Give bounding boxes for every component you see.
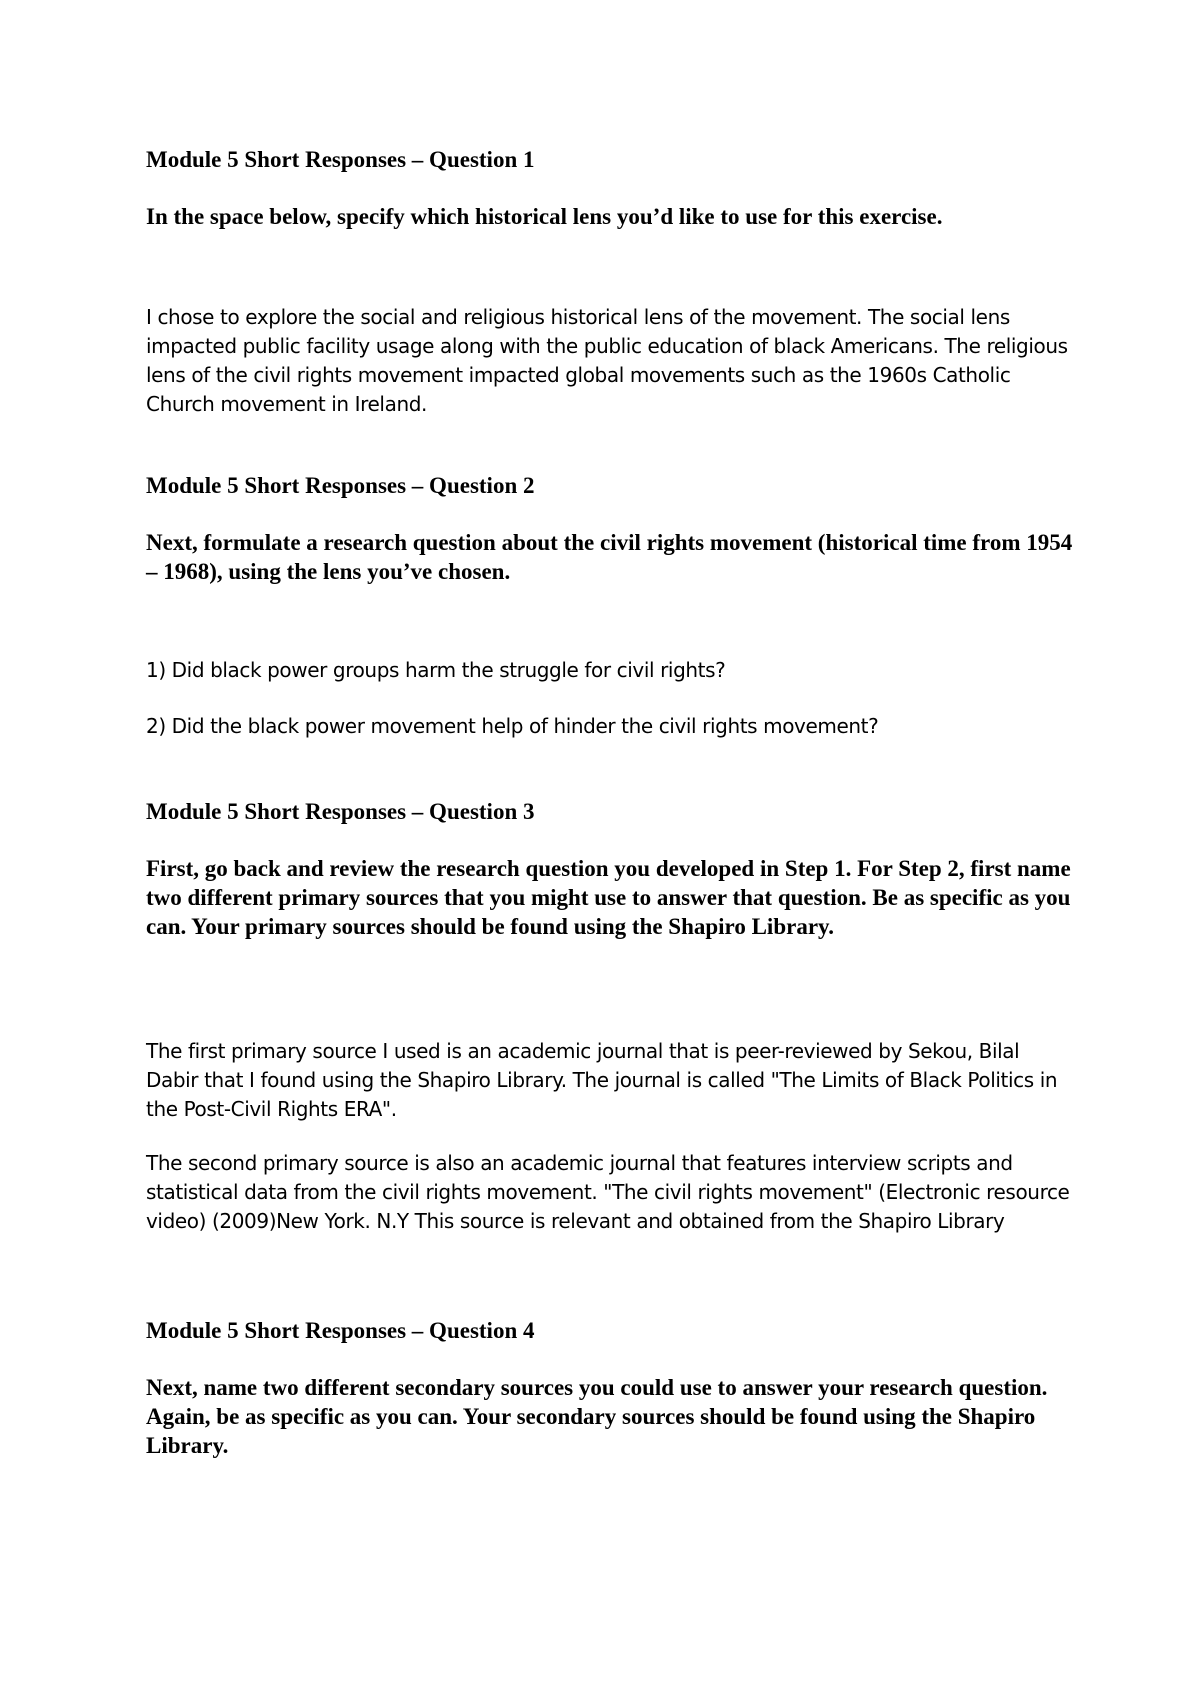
q4-prompt: Next, name two different secondary sources you could use to answer your research question. Again, be as specific as you can. Your secondary sources should be found using the Shapiro Library. xyxy=(146,1375,1048,1458)
q3-answer-1: The first primary source I used is an academic journal that is peer-reviewed by Sekou, Bilal Dabir that I found using the Shapiro Library. The journal is called "The Limits of Black Politics in the Post-Civil Rights ERA". xyxy=(146,1039,1058,1121)
q4-heading: Module 5 Short Responses – Question 4 xyxy=(146,1318,535,1343)
q2-answer-1: 1) Did black power groups harm the struggle for civil rights? xyxy=(146,658,726,682)
q3-answer-2: The second primary source is also an academic journal that features interview scripts and statistical data from the civil rights movement. "The civil rights movement" (Electronic resource video) (2009)New York. N.Y This source is relevant and obtained from the Shapiro Library xyxy=(146,1151,1070,1233)
q1-heading: Module 5 Short Responses – Question 1 xyxy=(146,147,535,172)
q1-prompt: In the space below, specify which historical lens you’d like to use for this exercise. xyxy=(146,204,943,229)
q2-answer-2: 2) Did the black power movement help of hinder the civil rights movement? xyxy=(146,714,879,738)
q3-heading: Module 5 Short Responses – Question 3 xyxy=(146,799,535,824)
q1-answer: I chose to explore the social and religious historical lens of the movement. The social lens impacted public facility usage along with the public education of black Americans. The religious lens of the civil rights movement impacted global movements such as the 1960s Catholic Church movement in Ireland. xyxy=(146,305,1068,416)
q3-prompt: First, go back and review the research question you developed in Step 1. For Step 2, first name two different primary sources that you might use to answer that question. Be as specific as you can. Your primary sources should be found using the Shapiro Library. xyxy=(146,856,1071,939)
q2-heading: Module 5 Short Responses – Question 2 xyxy=(146,473,535,498)
q2-prompt: Next, formulate a research question about the civil rights movement (historical time from 1954 – 1968), using the lens you’ve chosen. xyxy=(146,530,1073,584)
